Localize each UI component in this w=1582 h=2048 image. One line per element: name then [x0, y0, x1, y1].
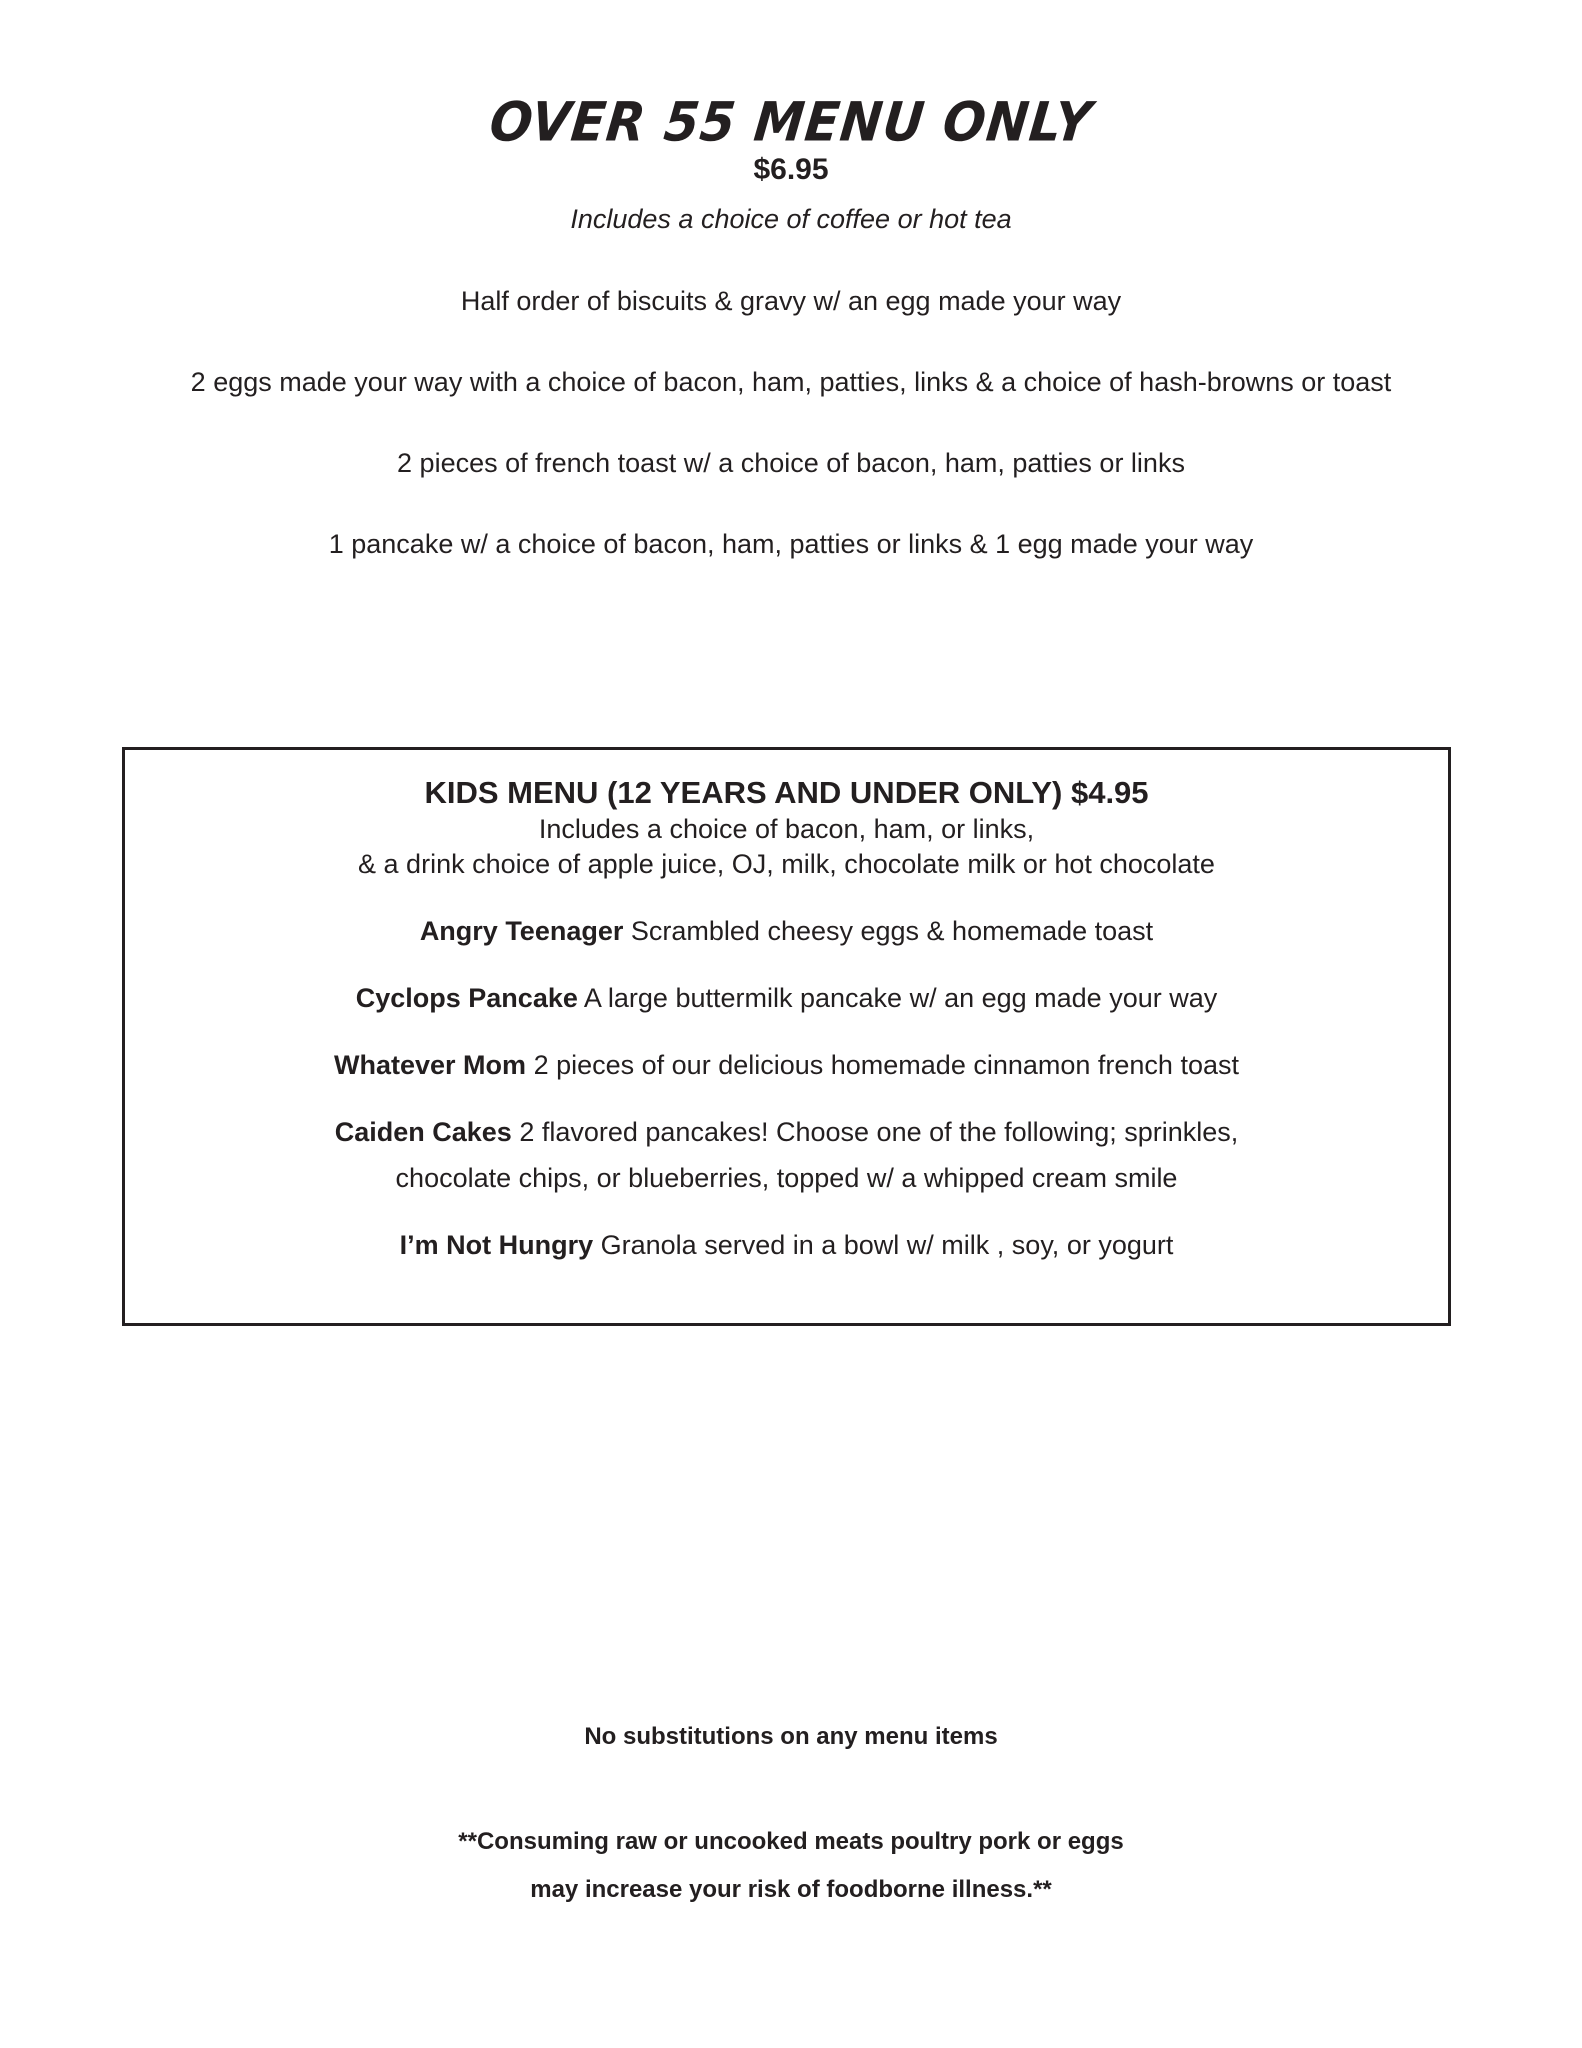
kids-menu-title: KIDS MENU (12 YEARS AND UNDER ONLY) $4.95 — [424, 775, 1149, 810]
kids-item-name: Angry Teenager — [419, 916, 624, 946]
senior-menu-section — [0, 92, 1582, 608]
kids-item-name: Caiden Cakes — [334, 1117, 512, 1147]
food-safety-warning — [0, 1818, 1582, 1914]
kids-item-name: Whatever Mom — [334, 1050, 527, 1080]
kids-menu-item — [125, 908, 1448, 954]
senior-menu-item: 2 pieces of french toast w/ a choice of bacon, ham, patties or links — [397, 448, 1185, 478]
kids-menu-item — [125, 975, 1448, 1021]
kids-menu-item — [125, 1109, 1448, 1201]
kids-item-description: A large buttermilk pancake w/ an egg made your way — [583, 983, 1218, 1013]
kids-menu-note-line1: Includes a choice of bacon, ham, or links, — [538, 814, 1035, 844]
kids-item-description: Granola served in a bowl w/ milk , soy, or yogurt — [600, 1230, 1174, 1260]
senior-menu-title: OVER 55 MENU ONLY — [486, 90, 1096, 154]
kids-menu-item — [125, 1222, 1448, 1268]
no-substitutions-note: No substitutions on any menu items — [584, 1723, 998, 1750]
kids-item-description: 2 flavored pancakes! Choose one of the following; sprinkles, chocolate chips, or blueberries, topped w/ a whipped cream smile — [395, 1117, 1239, 1193]
kids-menu-item — [125, 1042, 1448, 1088]
senior-menu-price: $6.95 — [753, 153, 829, 186]
kids-item-description: Scrambled cheesy eggs & homemade toast — [630, 916, 1154, 946]
kids-menu-note-line2: & a drink choice of apple juice, OJ, milk, chocolate milk or hot chocolate — [358, 849, 1215, 879]
senior-menu-item: 2 eggs made your way with a choice of bacon, ham, patties, links & a choice of hash-browns or toast — [190, 367, 1392, 397]
kids-item-name: I’m Not Hungry — [399, 1230, 594, 1260]
kids-menu-items — [125, 908, 1448, 1268]
senior-menu-note: Includes a choice of coffee or hot tea — [570, 204, 1012, 234]
senior-menu-items — [0, 284, 1582, 561]
kids-item-description: 2 pieces of our delicious homemade cinnamon french toast — [533, 1050, 1239, 1080]
kids-menu-box — [122, 747, 1451, 1326]
senior-menu-item: Half order of biscuits & gravy w/ an egg made your way — [460, 286, 1122, 316]
kids-item-name: Cyclops Pancake — [355, 983, 578, 1013]
warning-line-2: may increase your risk of foodborne illness.** — [530, 1876, 1052, 1903]
senior-menu-item: 1 pancake w/ a choice of bacon, ham, patties or links & 1 egg made your way — [328, 529, 1254, 559]
warning-line-1: **Consuming raw or uncooked meats poultry pork or eggs — [458, 1828, 1124, 1855]
menu-footer — [0, 1720, 1582, 1914]
